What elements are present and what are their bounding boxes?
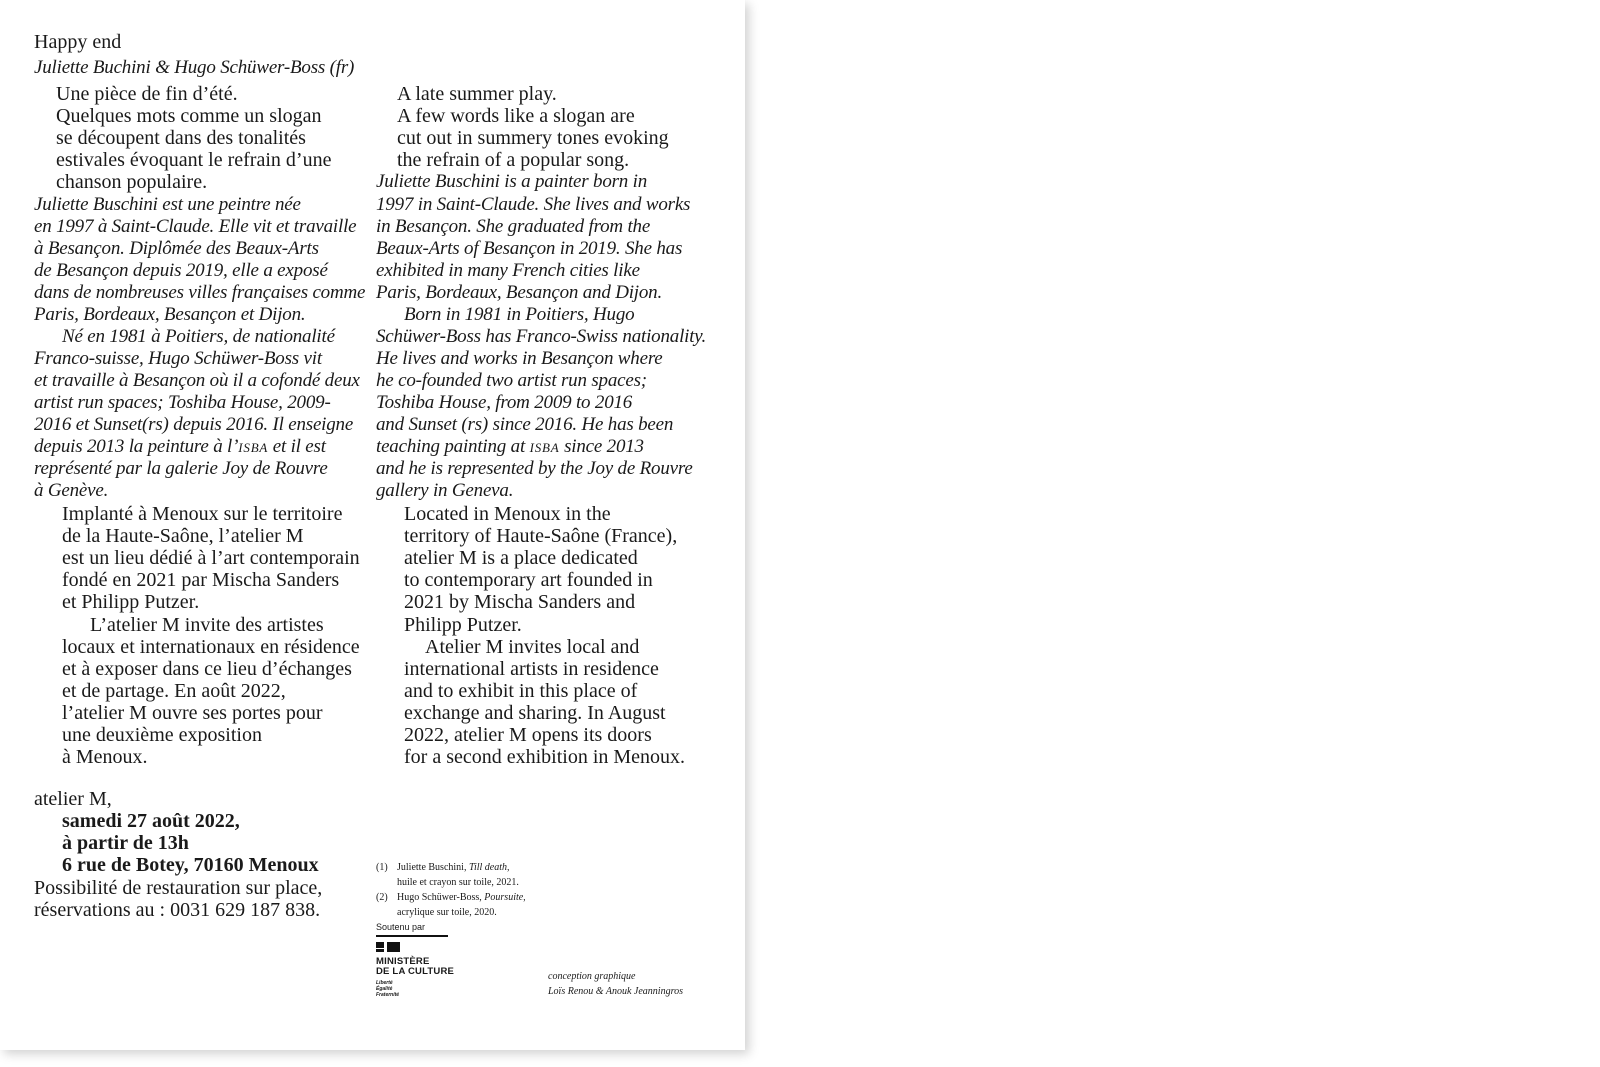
en-bio-line: Born in 1981 in Poitiers, Hugo bbox=[404, 304, 635, 325]
fr-intro-line: chanson populaire. bbox=[56, 171, 208, 193]
event-address: 6 rue de Botey, 70160 Menoux bbox=[62, 854, 319, 876]
fr-place-line: et Philipp Putzer. bbox=[62, 591, 200, 613]
fr-bio-line: à Genève. bbox=[34, 480, 109, 501]
footnote-work: Till death, bbox=[468, 862, 510, 873]
en-bio-line: Paris, Bordeaux, Besançon and Dijon. bbox=[376, 282, 663, 303]
en-bio-line: and Sunset (rs) since 2016. He has been bbox=[376, 414, 674, 435]
en-bio-line: Juliette Buschini is a painter born in bbox=[376, 171, 648, 192]
en-place-line: atelier M is a place dedicated bbox=[404, 547, 638, 569]
fr-bio-line: représenté par la galerie Joy de Rouvre bbox=[34, 458, 328, 479]
en-bio-line: in Besançon. She graduated from the bbox=[376, 216, 651, 237]
en-intro-line: the refrain of a popular song. bbox=[397, 149, 630, 171]
fr-place-line: de la Haute-Saône, l’atelier M bbox=[62, 525, 304, 547]
fr-place-line: est un lieu dédié à l’art contemporain bbox=[62, 547, 360, 569]
fr-invite-line: et de partage. En août 2022, bbox=[62, 680, 286, 702]
divider bbox=[376, 935, 448, 937]
en-bio-line: Toshiba House, from 2009 to 2016 bbox=[376, 392, 633, 413]
en-invite-line: Atelier M invites local and bbox=[425, 636, 640, 658]
en-place-line: Located in Menoux in the bbox=[404, 503, 611, 525]
footnote-2 bbox=[376, 891, 526, 905]
en-bio-line: He lives and works in Besançon where bbox=[376, 348, 663, 369]
artists-line: Juliette Buchini & Hugo Schüwer-Boss (fr) bbox=[34, 57, 355, 78]
event-time: à partir de 13h bbox=[62, 832, 189, 854]
ministry-name-line: MINISTÈRE bbox=[376, 956, 430, 967]
fr-invite-line: L’atelier M invite des artistes bbox=[90, 614, 324, 636]
en-place-line: Philipp Putzer. bbox=[404, 614, 522, 636]
venue-name: atelier M, bbox=[34, 788, 112, 810]
en-bio-line: gallery in Geneva. bbox=[376, 480, 514, 501]
en-place-line: territory of Haute-Saône (France), bbox=[404, 525, 678, 547]
en-bio-line: Beaux-Arts of Besançon in 2019. She has bbox=[376, 238, 683, 259]
poster-page bbox=[0, 0, 745, 1050]
footnote-1 bbox=[376, 861, 510, 875]
en-bio-line: exhibited in many French cities like bbox=[376, 260, 640, 281]
design-credit-label: conception graphique bbox=[548, 971, 636, 982]
fr-bio-line: 2016 et Sunset(rs) depuis 2016. Il enseigne bbox=[34, 414, 354, 435]
footnote-medium: acrylique sur toile, 2020. bbox=[397, 907, 497, 918]
footnote-number: (2) bbox=[376, 892, 388, 903]
en-bio-line: Schüwer-Boss has Franco-Swiss nationality. bbox=[376, 326, 707, 347]
food-info: Possibilité de restauration sur place, bbox=[34, 877, 323, 899]
fr-bio-line: dans de nombreuses villes françaises comme bbox=[34, 282, 366, 303]
fr-bio-line: Né en 1981 à Poitiers, de nationalité bbox=[62, 326, 335, 347]
fr-intro-line: se découpent dans des tonalités bbox=[56, 127, 306, 149]
en-invite-line: 2022, atelier M opens its doors bbox=[404, 724, 652, 746]
fr-place-line: Implanté à Menoux sur le territoire bbox=[62, 503, 343, 525]
en-intro-line: A few words like a slogan are bbox=[397, 105, 635, 127]
en-bio-line: and he is represented by the Joy de Rouvre bbox=[376, 458, 693, 479]
fr-bio-text: depuis 2013 la peinture à l’ bbox=[34, 436, 239, 457]
fr-bio-text: et il est bbox=[268, 436, 326, 457]
reservation-info: réservations au : 0031 629 187 838. bbox=[34, 899, 321, 921]
ministry-name-line: DE LA CULTURE bbox=[376, 966, 455, 977]
fr-invite-line: locaux et internationaux en résidence bbox=[62, 636, 360, 658]
ministry-name bbox=[376, 957, 454, 977]
en-bio-line: he co-founded two artist run spaces; bbox=[376, 370, 647, 391]
fr-intro-line: estivales évoquant le refrain d’une bbox=[56, 149, 332, 171]
en-place-line: to contemporary art founded in bbox=[404, 569, 653, 591]
fr-bio-line: et travaille à Besançon où il a cofondé deux bbox=[34, 370, 360, 391]
isba-abbr: ISBA bbox=[238, 440, 269, 455]
en-place-line: 2021 by Mischa Sanders and bbox=[404, 591, 636, 613]
en-bio-text: teaching painting at bbox=[376, 436, 530, 457]
fr-invite-line: et à exposer dans ce lieu d’échanges bbox=[62, 658, 352, 680]
fr-bio-line bbox=[34, 436, 326, 460]
en-bio-text: since 2013 bbox=[559, 436, 644, 457]
republic-motto bbox=[376, 980, 399, 998]
event-date: samedi 27 août 2022, bbox=[62, 810, 240, 832]
en-intro-line: A late summer play. bbox=[397, 83, 557, 105]
footnote-artist: Juliette Buschini, bbox=[397, 862, 469, 873]
footnote-number: (1) bbox=[376, 862, 388, 873]
isba-abbr: ISBA bbox=[529, 440, 560, 455]
marianne-logo-icon bbox=[376, 942, 402, 954]
fr-bio-line: de Besançon depuis 2019, elle a exposé bbox=[34, 260, 328, 281]
fr-intro-line: Quelques mots comme un slogan bbox=[56, 105, 322, 127]
en-bio-line: 1997 in Saint-Claude. She lives and works bbox=[376, 194, 691, 215]
fr-place-line: fondé en 2021 par Mischa Sanders bbox=[62, 569, 340, 591]
en-bio-line bbox=[376, 436, 644, 460]
fr-bio-line: artist run spaces; Toshiba House, 2009- bbox=[34, 392, 331, 413]
footnote-medium: huile et crayon sur toile, 2021. bbox=[397, 877, 519, 888]
fr-bio-line: Juliette Buschini est une peintre née bbox=[34, 194, 301, 215]
fr-invite-line: à Menoux. bbox=[62, 746, 148, 768]
en-intro-line: cut out in summery tones evoking bbox=[397, 127, 669, 149]
footnote-work: Poursuite, bbox=[484, 892, 526, 903]
exhibition-title: Happy end bbox=[34, 31, 122, 53]
fr-intro-line: Une pièce de fin d’été. bbox=[56, 83, 238, 105]
en-invite-line: for a second exhibition in Menoux. bbox=[404, 746, 686, 768]
en-invite-line: and to exhibit in this place of bbox=[404, 680, 638, 702]
design-credit-names: Loïs Renou & Anouk Jeanningros bbox=[548, 986, 683, 997]
fr-bio-line: à Besançon. Diplômée des Beaux-Arts bbox=[34, 238, 319, 259]
motto-line: Liberté bbox=[376, 980, 393, 986]
motto-line: Fraternité bbox=[376, 992, 400, 998]
en-invite-line: exchange and sharing. In August bbox=[404, 702, 666, 724]
fr-invite-line: une deuxième exposition bbox=[62, 724, 262, 746]
fr-bio-line: Franco-suisse, Hugo Schüwer-Boss vit bbox=[34, 348, 322, 369]
motto-line: Égalité bbox=[376, 986, 393, 992]
footnote-artist: Hugo Schüwer-Boss, bbox=[397, 892, 485, 903]
fr-bio-line: en 1997 à Saint-Claude. Elle vit et travaille bbox=[34, 216, 357, 237]
fr-invite-line: l’atelier M ouvre ses portes pour bbox=[62, 702, 323, 724]
fr-bio-line: Paris, Bordeaux, Besançon et Dijon. bbox=[34, 304, 306, 325]
supported-by-label: Soutenu par bbox=[376, 922, 426, 932]
en-invite-line: international artists in residence bbox=[404, 658, 659, 680]
